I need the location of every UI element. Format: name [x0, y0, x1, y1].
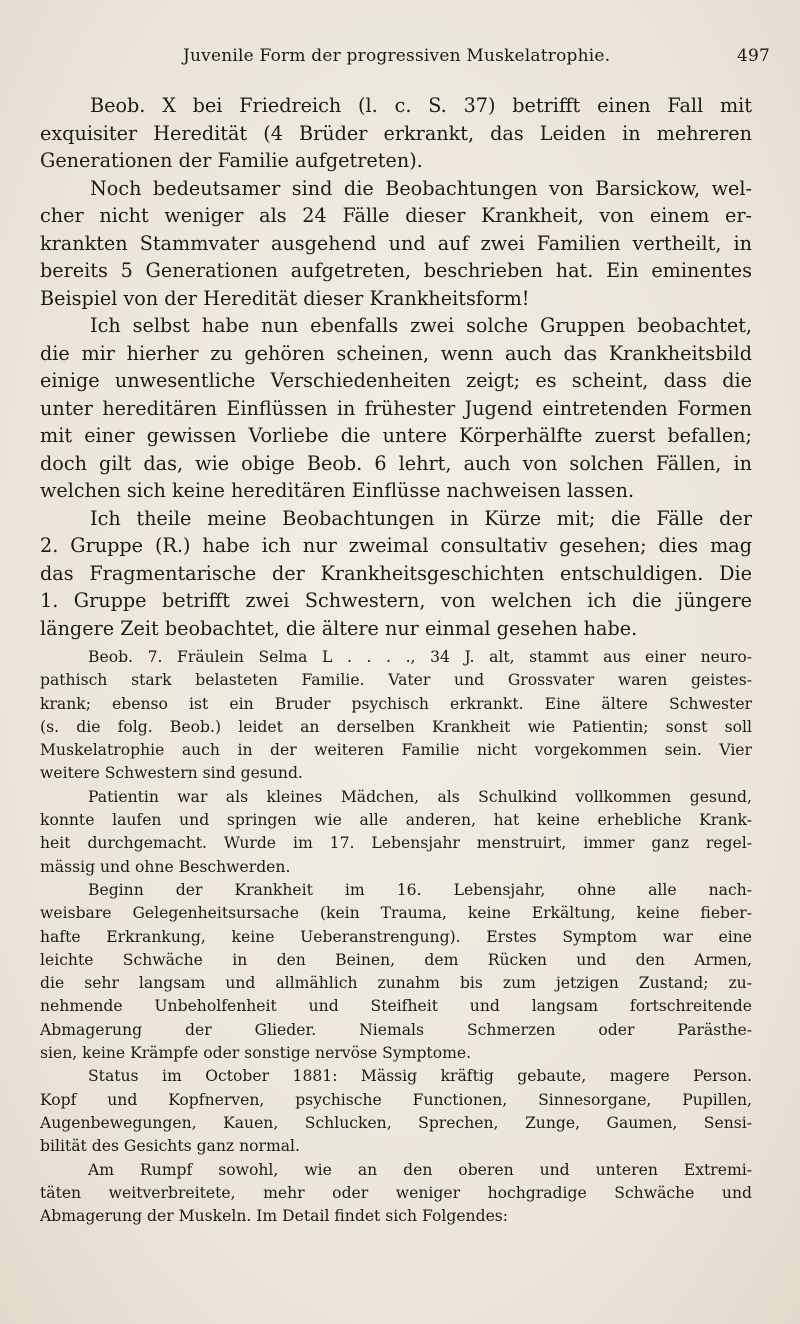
text-line: konnte laufen und springen wie alle anderen, hat keine erhebliche Krank- [40, 811, 752, 830]
text-line: Abmagerung der Glieder. Niemals Schmerzen oder Parästhe- [40, 1020, 752, 1039]
text-line: weisbare Gelegenheitsursache (kein Trauma, keine Erkältung, keine fieber- [40, 904, 752, 923]
case-report-paragraph-2 [40, 786, 752, 879]
text-line: täten weitverbreitete, mehr oder weniger hochgradige Schwäche und [40, 1183, 752, 1202]
text-line: 2. Gruppe (R.) habe ich nur zweimal consultativ gesehen; dies mag [40, 534, 752, 557]
case-report-paragraph-5 [40, 1159, 752, 1229]
paragraph-3 [40, 312, 752, 505]
text-line: Augenbewegungen, Kauen, Schlucken, Sprechen, Zunge, Gaumen, Sensi- [40, 1113, 752, 1132]
text-line: die sehr langsam und allmählich zunahm bis zum jetzigen Zustand; zu- [40, 974, 752, 993]
text-line: Generationen der Familie aufgetreten). [40, 149, 423, 172]
text-line: die mir hierher zu gehören scheinen, wenn auch das Krankheitsbild [40, 341, 752, 365]
text-line: heit durchgemacht. Wurde im 17. Lebensjahr menstruirt, immer ganz regel- [40, 834, 752, 853]
text-line: Beob. X bei Friedreich (l. c. S. 37) betrifft einen Fall mit [90, 94, 752, 117]
paragraph-1 [40, 92, 752, 175]
text-line: krankten Stammvater ausgehend und auf zwei Familien vertheilt, in [40, 231, 752, 255]
text-line: mässig und ohne Beschwerden. [40, 857, 291, 876]
text-line: krank; ebenso ist ein Bruder psychisch erkrankt. Eine ältere Schwester [40, 694, 752, 713]
text-line: Beob. 7. Fräulein Selma L . . . ., 34 J. alt, stammt aus einer neuro- [88, 648, 752, 666]
text-line: Status im October 1881: Mässig kräftig gebaute, magere Person. [88, 1067, 752, 1086]
text-line: Kopf und Kopfnerven, psychische Functionen, Sinnesorgane, Pupillen, [40, 1090, 752, 1109]
text-line: nehmende Unbeholfenheit und Steifheit und langsam fortschreitende [40, 997, 752, 1016]
text-line: welchen sich keine hereditären Einflüsse nachweisen lassen. [40, 479, 635, 502]
text-line: (s. die folg. Beob.) leidet an derselben Krankheit wie Patientin; sonst soll [40, 717, 752, 736]
text-line: leichte Schwäche in den Beinen, dem Rücken und den Armen, [40, 950, 752, 969]
text-line: Noch bedeutsamer sind die Beobachtungen von Barsickow, wel- [90, 176, 752, 200]
text-line: Abmagerung der Muskeln. Im Detail findet sich Folgendes: [40, 1207, 509, 1226]
text-line: Patientin war als kleines Mädchen, als Schulkind vollkommen gesund, [88, 787, 752, 806]
paragraph-4 [40, 505, 752, 643]
page-body [40, 92, 752, 1228]
page-number: 497 [736, 46, 770, 66]
text-line: unter hereditären Einflüssen in frühester Jugend eintretenden Formen [40, 396, 752, 420]
text-line: Muskelatrophie auch in der weiteren Familie nicht vorgekommen sein. Vier [40, 741, 752, 760]
text-line: bereits 5 Generationen aufgetreten, beschrieben hat. Ein eminentes [40, 259, 752, 282]
text-line: exquisiter Heredität (4 Brüder erkrankt, das Leiden in mehreren [40, 121, 752, 145]
text-line: hafte Erkrankung, keine Ueberanstrengung). Erstes Symptom war eine [40, 927, 752, 946]
text-line: bilität des Gesichts ganz normal. [40, 1137, 300, 1156]
text-line: Beginn der Krankheit im 16. Lebensjahr, ohne alle nach- [88, 880, 752, 899]
text-line: längere Zeit beobachtet, die ältere nur einmal gesehen habe. [40, 616, 638, 640]
text-line: das Fragmentarische der Krankheitsgeschichten entschuldigen. Die [40, 561, 752, 585]
text-line: Am Rumpf sowohl, wie an den oberen und unteren Extremi- [88, 1160, 752, 1179]
text-line: pathisch stark belasteten Familie. Vater und Grossvater waren geistes- [40, 671, 752, 690]
case-report-paragraph-3 [40, 879, 752, 1065]
text-line: Beispiel von der Heredität dieser Krankheitsform! [40, 286, 530, 310]
running-title: Juvenile Form der progressiven Muskelatrophie. [183, 46, 611, 66]
text-line: cher nicht weniger als 24 Fälle dieser Krankheit, von einem er- [40, 204, 752, 227]
text-line: 1. Gruppe betrifft zwei Schwestern, von welchen ich die jüngere [40, 589, 752, 612]
text-line: Ich theile meine Beobachtungen in Kürze mit; die Fälle der [90, 506, 752, 530]
page-header [40, 46, 770, 76]
case-report-paragraph-4 [40, 1065, 752, 1158]
text-line: sien, keine Krämpfe oder sonstige nervöse Symptome. [40, 1044, 472, 1063]
text-line: mit einer gewissen Vorliebe die untere Körperhälfte zuerst befallen; [40, 424, 752, 447]
text-line: Ich selbst habe nun ebenfalls zwei solche Gruppen beobachtet, [90, 314, 752, 337]
text-line: einige unwesentliche Verschiedenheiten zeigt; es scheint, dass die [40, 369, 752, 392]
text-line: weitere Schwestern sind gesund. [40, 764, 303, 783]
text-line: doch gilt das, wie obige Beob. 6 lehrt, auch von solchen Fällen, in [40, 451, 752, 475]
paragraph-2 [40, 175, 752, 313]
case-report-paragraph-1 [40, 646, 752, 786]
